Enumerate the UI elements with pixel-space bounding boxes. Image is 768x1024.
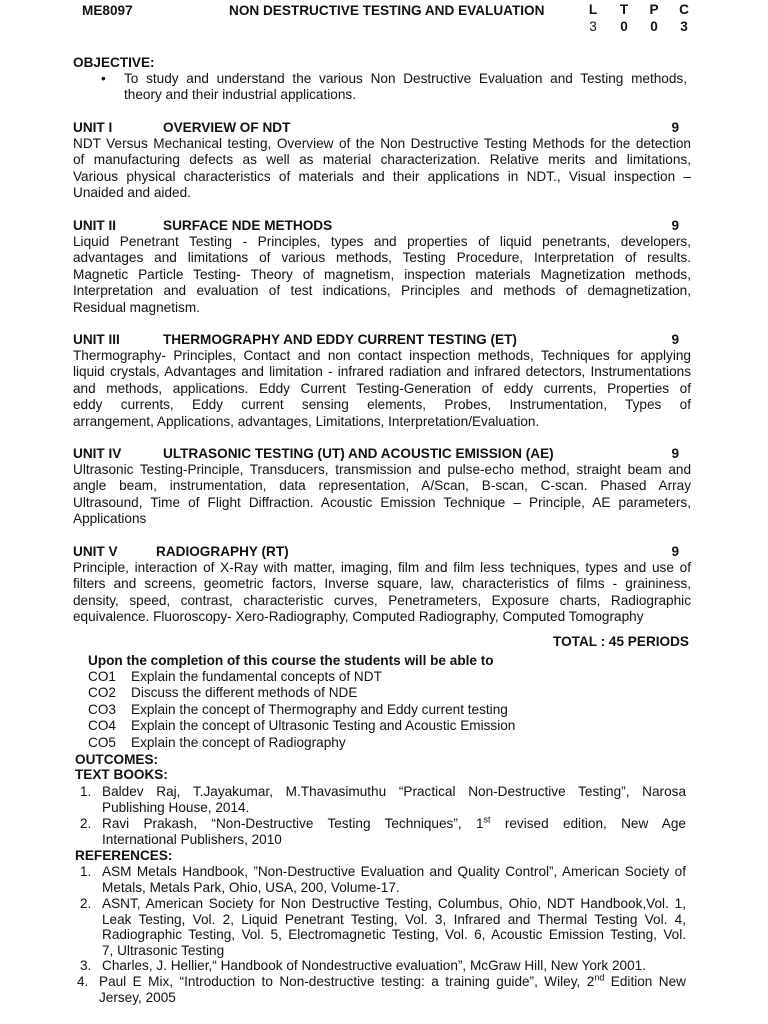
unit-line: Residual magnetism. [73,299,200,315]
course-outcome-code: CO5 [88,735,116,750]
unit-number: UNIT V [73,544,118,559]
unit-line: Magnetic Particle Testing- Theory of magnetism, inspection materials Magnetization methods, [73,266,691,282]
text-book-line: Publishing House, 2014. [102,800,250,815]
ltpc-label-t: T [619,2,629,17]
unit-line: eddy currents, Eddy current sensing elements, Probes, Instrumentation, Types of [73,397,691,413]
list-index: 3. [80,958,92,973]
course-outcome-item [88,702,508,718]
unit-1-heading [73,119,691,136]
unit-number: UNIT IV [73,446,122,461]
unit-line: density, speed, contrast, characteristic curves, Penetrameters, Exposure charts, Radiographic [73,592,691,608]
unit-line: Interpretation and evaluation of test indications, Principles and methods of demagnetization, [73,283,691,299]
list-index: 2. [80,896,92,911]
course-outcome-text: Explain the concept of Ultrasonic Testing and Acoustic Emission [131,718,516,733]
text-book-line: Baldev Raj, T.Jayakumar, M.Thavasimuthu “Practical Non-Destructive Testing”, Narosa [102,784,686,799]
unit-line: Ultrasonic Testing-Principle, Transducers, transmission and pulse-echo method, straight beam and [73,462,691,477]
unit-hours: 9 [671,120,679,135]
unit-title: OVERVIEW OF NDT [163,120,291,135]
references-heading: REFERENCES: [75,848,173,863]
unit-title: SURFACE NDE METHODS [163,218,333,233]
course-outcome-code: CO1 [88,669,116,684]
unit-line: Applications [73,511,147,527]
course-outcome-text: Discuss the different methods of NDE [131,685,358,700]
course-outcomes-intro: Upon the completion of this course the students will be able to [88,653,494,668]
objective-line: To study and understand the various Non Destructive Evaluation and Testing methods, [124,71,687,86]
unit-line: filters and screens, geometric factors, Inverse square, law, characteristics of films - graininess, [73,576,691,592]
text-book-line-part: Ravi Prakash, “Non-Destructive Testing Techniques”, 1 [102,816,484,831]
list-index: 1. [80,864,92,879]
unit-line: advantages and limitations of various methods, Testing Procedure, Interpretation of results. [73,250,691,266]
unit-5-body [73,560,691,626]
ltpc-value-t: 0 [620,19,628,34]
course-outcome-item [88,718,515,734]
reference-line: Leak Testing, Vol. 2, Liquid Penetrant Testing, Vol. 3, Infrared and Thermal Testing Vol. 4, [102,911,686,927]
ltpc-label-l: L [588,2,598,17]
outcomes-heading: OUTCOMES: [75,752,159,767]
superscript: nd [594,972,605,983]
objective-heading: OBJECTIVE: [73,55,155,70]
text-books-heading: TEXT BOOKS: [75,767,168,782]
unit-line: Liquid Penetrant Testing - Principles, types and properties of liquid penetrants, developers, [73,234,691,249]
objective-text [124,71,687,104]
reference-line: 7, Ultrasonic Testing [102,942,225,958]
course-outcome-item [88,735,346,751]
unit-number: UNIT I [73,120,113,135]
unit-line: liquid crystals, Advantages and limitation - infrared radiation and infrared detectors, Instrumentations [73,364,691,380]
unit-5-heading [73,543,691,560]
unit-2-body [73,234,691,316]
unit-hours: 9 [671,446,679,461]
course-outcome-text: Explain the concept of Thermography and Eddy current testing [131,702,508,717]
unit-line: Ultrasound, Time of Flight Diffraction. Acoustic Emission Technique – Principle, AE parameters, [73,494,691,510]
reference-line: Jersey, 2005 [99,990,176,1005]
unit-3-heading [73,331,691,348]
unit-line: and methods, applications. Eddy Current Testing-Generation of eddy currents, Properties of [73,380,691,396]
unit-line: angle beam, instrumentation, data representation, A/Scan, B-scan, C-scan. Phased Array [73,478,691,494]
reference-line: Charles, J. Hellier,“ Handbook of Nondestructive evaluation”, McGraw Hill, New York 2001. [102,958,646,973]
ltpc-label-c: C [679,2,689,17]
text-book-line-part: revised edition, New Age [490,816,686,831]
course-code: ME8097 [82,3,133,18]
unit-hours: 9 [671,332,679,347]
course-outcome-text: Explain the fundamental concepts of NDT [131,669,382,684]
list-index: 4. [77,974,89,989]
unit-line: Principle, interaction of X-Ray with matter, imaging, film and film less techniques, types and use of [73,560,691,575]
reference-line: Radiographic Testing, Vol. 5, Electromagnetic Testing, Vol. 6, Acoustic Emission Testing, Vol. [102,927,686,943]
course-outcome-code: CO4 [88,718,116,733]
unit-4-body [73,462,691,528]
unit-line: arrangement, Applications, advantages, Limitations, Interpretation/Evaluation. [73,413,540,429]
unit-title: ULTRASONIC TESTING (UT) AND ACOUSTIC EMISSION (AE) [163,446,554,461]
unit-title: THERMOGRAPHY AND EDDY CURRENT TESTING (ET) [163,332,517,347]
reference-line-part: Edition New [604,974,686,989]
unit-line: Various physical characteristics of materials and their applications in NDT., Visual inspection – [73,168,691,184]
course-outcome-text: Explain the concept of Radiography [131,735,346,750]
unit-2-heading [73,217,691,234]
unit-line: NDT Versus Mechanical testing, Overview of the Non Destructive Testing Methods for the detection [73,136,691,151]
course-title: NON DESTRUCTIVE TESTING AND EVALUATION [229,3,545,18]
reference-line: Metals, Metals Park, Ohio, USA, 200, Volume-17. [102,880,400,895]
unit-title: RADIOGRAPHY (RT) [156,544,289,559]
unit-line: of manufacturing defects as well as material characterization. Relative merits and limitations, [73,152,691,168]
text-book-line [102,816,686,832]
course-outcome-item [88,669,382,685]
unit-line: Unaided and aided. [73,185,191,201]
bullet-icon: • [101,71,106,86]
unit-4-heading [73,445,691,462]
total-periods: TOTAL : 45 PERIODS [553,634,689,649]
unit-number: UNIT III [73,332,120,347]
ltpc-value-p: 0 [650,19,658,34]
course-outcome-code: CO2 [88,685,116,700]
ltpc-value-c: 3 [680,19,688,34]
unit-line: Thermography- Principles, Contact and non contact inspection methods, Techniques for applying [73,348,691,363]
unit-hours: 9 [671,218,679,233]
ltpc-value-l: 3 [589,19,597,34]
list-index: 1. [80,784,92,799]
reference-line [99,974,686,990]
unit-3-body [73,348,691,430]
list-index: 2. [80,816,92,831]
reference-line-part: Paul E Mix, “Introduction to Non-destructive testing: a training guide”, Wiley, 2 [99,974,595,989]
unit-number: UNIT II [73,218,117,233]
reference-line: ASM Metals Handbook, ”Non-Destructive Evaluation and Quality Control”, American Society of [102,864,686,879]
course-outcome-item [88,685,357,701]
unit-hours: 9 [671,544,679,559]
unit-line: equivalence. Fluoroscopy- Xero-Radiography, Computed Radiography, Computed Tomography [73,609,644,625]
reference-line: ASNT, American Society for Non Destructive Testing, Columbus, Ohio, NDT Handbook,Vol. 1, [102,896,686,911]
objective-line: theory and their industrial applications. [124,87,356,103]
unit-1-body [73,136,691,202]
superscript: st [483,814,491,825]
ltpc-label-p: P [649,2,659,17]
course-outcome-code: CO3 [88,702,116,717]
text-book-line: International Publishers, 2010 [102,832,282,847]
